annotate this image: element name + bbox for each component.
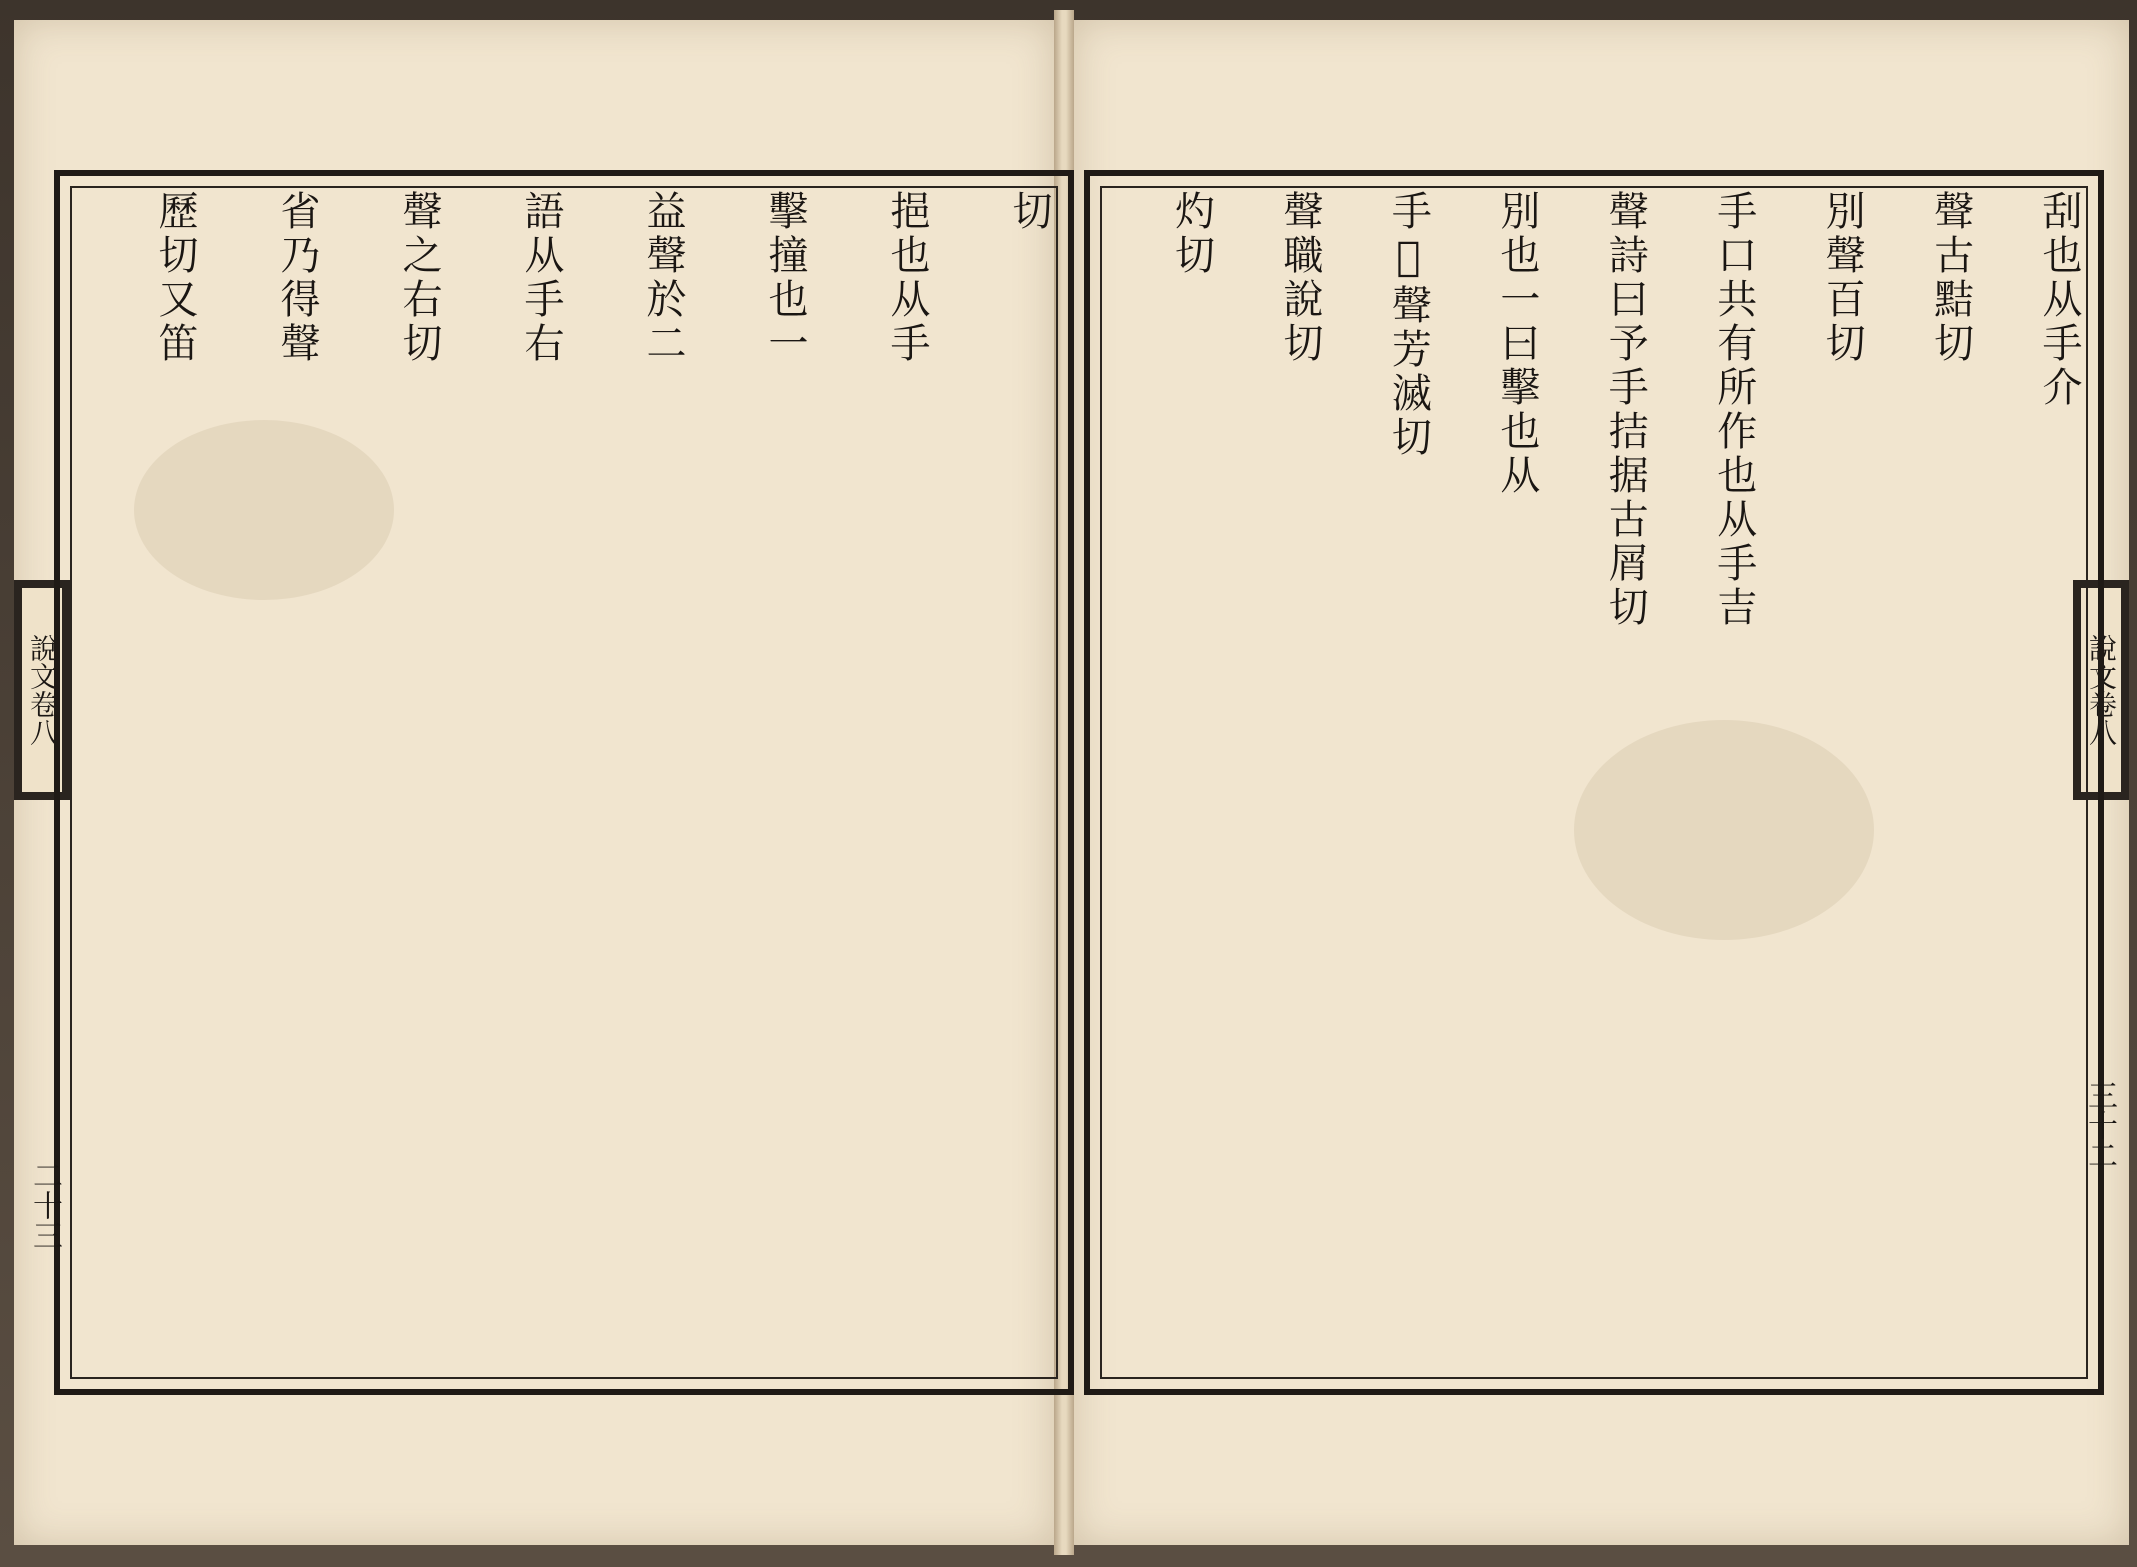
left-column: 歷切又笛 — [152, 190, 198, 366]
right-side-label: 說文卷八 — [2081, 588, 2121, 792]
left-column: 切 — [1006, 190, 1052, 234]
right-column: 聲詩曰予手拮据古屑切 — [1602, 190, 1649, 630]
right-columns — [1106, 190, 2082, 1375]
right-column: 聲職說切 — [1276, 190, 1323, 366]
right-column: 手𢽳聲芳滅切 — [1385, 190, 1432, 460]
right-column: 手口共有所作也从手吉 — [1710, 190, 1757, 630]
right-column: 聲古黠切 — [1927, 190, 1974, 366]
left-column: 聲之右切 — [396, 190, 442, 366]
left-column: 挹也从手 — [884, 190, 930, 366]
left-column: 益聲於二 — [640, 190, 686, 366]
right-column: 別聲百切 — [1819, 190, 1866, 366]
left-columns — [76, 190, 1052, 1375]
left-column: 語从手右 — [518, 190, 564, 366]
left-column: 擊撞也一 — [762, 190, 808, 366]
right-column: 灼切 — [1168, 190, 1215, 278]
left-folio: 二十三 — [27, 1160, 62, 1250]
left-column: 省乃得聲 — [274, 190, 320, 366]
left-side-label: 說文卷八 — [22, 588, 62, 792]
left-page — [14, 20, 1054, 1545]
right-page — [1074, 20, 2129, 1545]
right-column: 別也一曰擊也从 — [1493, 190, 1540, 498]
right-text-frame — [1084, 170, 2104, 1395]
right-column: 刮也从手介 — [2036, 190, 2082, 410]
right-folio: 三十二 — [2082, 1080, 2117, 1170]
left-text-frame — [54, 170, 1074, 1395]
